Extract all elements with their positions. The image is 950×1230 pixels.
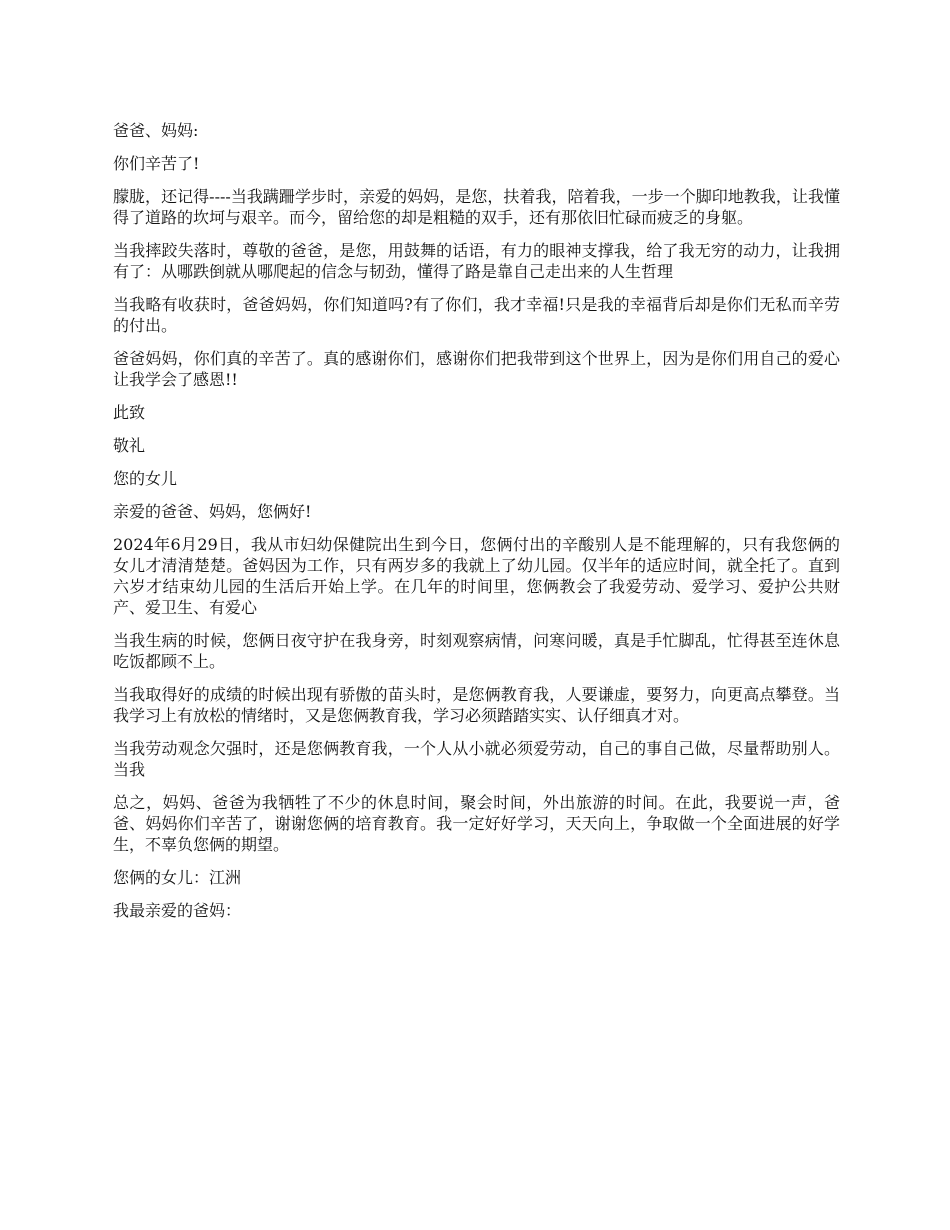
paragraph-father: 当我摔跤失落时，尊敬的爸爸，是您，用鼓舞的话语，有力的眼神支撑我，给了我无穷的动力，让我拥有了：从哪跌倒就从哪爬起的信念与韧劲，懂得了路是靠自己走出来的人生哲理 bbox=[113, 241, 840, 281]
paragraph-summary: 总之，妈妈、爸爸为我牺牲了不少的休息时间，聚会时间，外出旅游的时间。在此，我要说一声，爸爸、妈妈你们辛苦了，谢谢您俩的培育教育。我一定好好学习，天天向上，争取做一个全面进展的好学生，不辜负您俩的期望。 bbox=[113, 793, 840, 854]
closing-jingli: 敬礼 bbox=[113, 436, 146, 455]
closing-cizhi: 此致 bbox=[113, 403, 146, 422]
greeting-line: 你们辛苦了! bbox=[113, 154, 200, 173]
paragraph-labor: 当我劳动观念欠强时，还是您俩教育我，一个人从小就必须爱劳动，自己的事自己做，尽量帮助别人。当我 bbox=[113, 739, 840, 779]
paragraph-happiness: 当我略有收获时，爸爸妈妈，你们知道吗?有了你们，我才幸福!只是我的幸福背后却是你们无私而辛劳的付出。 bbox=[113, 295, 840, 335]
salutation-second-letter: 亲爱的爸爸、妈妈，您俩好! bbox=[113, 502, 312, 521]
salutation: 爸爸、妈妈: bbox=[113, 121, 199, 140]
signature-jiangzhou: 您俩的女儿：江洲 bbox=[113, 868, 242, 887]
signature-daughter: 您的女儿 bbox=[113, 469, 178, 488]
paragraph-grades: 当我取得好的成绩的时候出现有骄傲的苗头时，是您俩教育我，人要谦虚，要努力，向更高点攀登。当我学习上有放松的情绪时，又是您俩教育我，学习必须踏踏实实、认仔细真才对。 bbox=[113, 685, 840, 725]
paragraph-thanks: 爸爸妈妈，你们真的辛苦了。真的感谢你们，感谢你们把我带到这个世界上，因为是你们用自己的爱心让我学会了感恩!! bbox=[113, 349, 840, 389]
salutation-third-letter: 我最亲爱的爸妈： bbox=[113, 901, 242, 920]
document-body bbox=[113, 120, 840, 933]
paragraph-birth: 2024年6月29日，我从市妇幼保健院出生到今日，您俩付出的辛酸别人是不能理解的，只有我您俩的女儿才清清楚楚。爸妈因为工作，只有两岁多的我就上了幼儿园。仅半年的适应时间，就全托了。直到六岁才结束幼儿园的生活后开始上学。在几年的时间里，您俩教会了我爱劳动、爱学习、爱护公共财产、爱卫生、有爱心 bbox=[113, 535, 840, 617]
paragraph-sickness: 当我生病的时候，您俩日夜守护在我身旁，时刻观察病情，问寒问暖，真是手忙脚乱，忙得甚至连休息吃饭都顾不上。 bbox=[113, 631, 840, 671]
paragraph-mother: 朦胧，还记得----当我蹒跚学步时，亲爱的妈妈，是您，扶着我，陪着我，一步一个脚印地教我，让我懂得了道路的坎坷与艰辛。而今，留给您的却是粗糙的双手，还有那依旧忙碌而疲乏的身躯。 bbox=[113, 187, 840, 227]
